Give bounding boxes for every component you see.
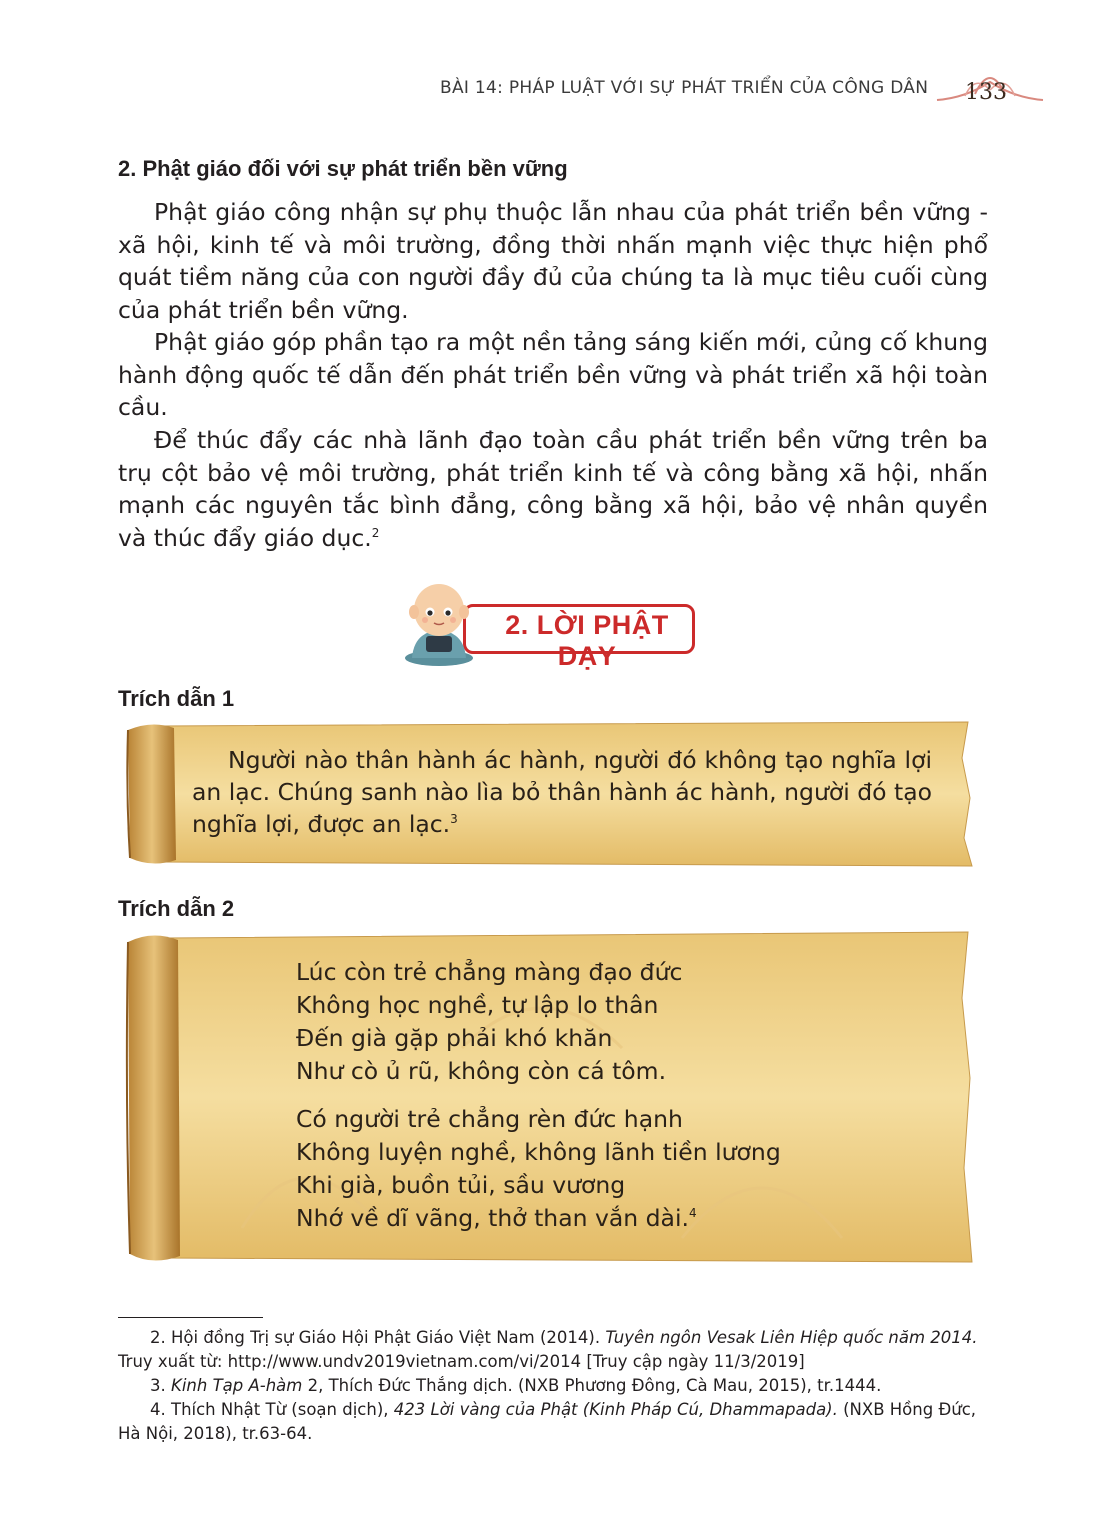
poem-line-last (296, 1204, 697, 1232)
footnote-4-title: 423 Lời vàng của Phật (Kinh Pháp Cú, Dhammapada). (393, 1400, 838, 1419)
poem-line: Như cò ủ rũ, không còn cá tôm. (296, 1057, 667, 1085)
quote-1-body: Người nào thân hành ác hành, người đó không tạo nghĩa lợi an lạc. Chúng sanh nào lìa bỏ thân hành ác hành, người đó tạo nghĩa lợi, được an lạc. (192, 746, 932, 838)
footnote-ref-2: 2 (371, 525, 380, 540)
quote-2-heading: Trích dẫn 2 (118, 896, 235, 921)
poem-line: Không luyện nghề, không lãnh tiền lương (296, 1138, 781, 1166)
footnote-3-prefix: 3. (150, 1376, 171, 1395)
footnote-3-title: Kinh Tạp A-hàm (171, 1376, 303, 1395)
body-paragraph-3-text: Để thúc đẩy các nhà lãnh đạo toàn cầu phát triển bền vững trên ba trụ cột bảo vệ môi trường, phát triển kinh tế và công bằng xã hội, nhấn mạnh các nguyên tắc bình đẳng, công bằng xã hội, bảo vệ nhân quyền và thúc đẩy giáo dục. (118, 426, 988, 552)
monk-child-icon (400, 580, 478, 666)
section-title: 2. Phật giáo đối với sự phát triển bền vững (118, 156, 568, 181)
quote-1-heading: Trích dẫn 1 (118, 686, 235, 711)
poem-line: Đến già gặp phải khó khăn (296, 1024, 613, 1052)
footnote-2-suffix: Truy xuất từ: http://www.undv2019vietnam.com/vi/2014 [Truy cập ngày 11/3/2019] (118, 1352, 805, 1371)
footnote-2-title: Tuyên ngôn Vesak Liên Hiệp quốc năm 2014. (605, 1328, 978, 1347)
running-header: BÀI 14: PHÁP LUẬT VỚI SỰ PHÁT TRIỂN CỦA CÔNG DÂN (440, 78, 929, 98)
footnote-ref-4: 4 (688, 1206, 697, 1221)
footnote-3 (118, 1374, 988, 1398)
footnote-ref-3: 3 (450, 812, 458, 827)
body-paragraph-2: Phật giáo góp phần tạo ra một nền tảng sáng kiến mới, củng cố khung hành động quốc tế dẫn đến phát triển bền vững và phát triển xã hội toàn cầu. (118, 328, 988, 421)
poem-line: Khi già, buồn tủi, sầu vương (296, 1171, 626, 1199)
body-paragraph-1: Phật giáo công nhận sự phụ thuộc lẫn nhau của phát triển bền vững - xã hội, kinh tế và môi trường, đồng thời nhấn mạnh việc thực hiện phổ quát tiềm năng của con người đầy đủ của chúng ta là mục tiêu cuối cùng của phát triển bền vững. (118, 198, 988, 324)
footnote-divider (118, 1317, 263, 1318)
footnote-3-suffix: 2, Thích Đức Thắng dịch. (NXB Phương Đông, Cà Mau, 2015), tr.1444. (302, 1376, 882, 1395)
body-paragraph-3 (118, 424, 988, 554)
footnote-2-prefix: 2. Hội đồng Trị sự Giáo Hội Phật Giáo Việt Nam (2014). (150, 1328, 606, 1347)
poem-line: Không học nghề, tự lập lo thân (296, 991, 659, 1019)
quote-1-text (192, 744, 932, 840)
banner-label: 2. LỜI PHẬT DẠY (505, 610, 669, 671)
poem-last-text: Nhớ về dĩ vãng, thở than vắn dài. (296, 1204, 689, 1232)
poem-line: Có người trẻ chẳng rèn đức hạnh (296, 1105, 683, 1133)
footnote-4-prefix: 4. Thích Nhật Từ (soạn dịch), (150, 1400, 394, 1419)
quote-1-scroll (122, 718, 974, 870)
poem-line: Lúc còn trẻ chẳng màng đạo đức (296, 958, 683, 986)
footnote-4-suffix: (NXB Hồng Đức, Hà Nội, 2018), tr.63-64. (118, 1400, 977, 1443)
footnote-4 (118, 1398, 988, 1446)
page-number: 133 (965, 80, 1007, 105)
footnote-2 (118, 1326, 988, 1374)
